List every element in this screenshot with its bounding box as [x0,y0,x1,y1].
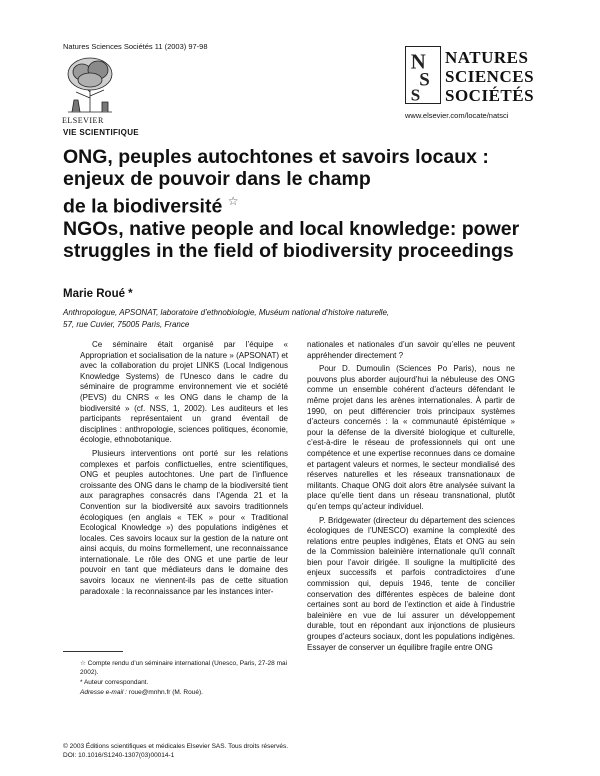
title-fr-line: enjeux de pouvoir dans le champ [63,168,371,190]
title-french [63,146,523,218]
svg-text:S: S [419,69,430,91]
journal-url[interactable]: www.elsevier.com/locate/natsci [405,111,509,120]
footnote-email: Adresse e-mail : roue@mnhn.fr (M. Roué). [80,689,203,696]
title-en-line: NGOs, native people and local knowledge: power [63,218,520,240]
footnote-divider [63,651,123,652]
doi-line[interactable]: DOI: 10.1016/S1240-1307(03)00014-1 [63,752,175,759]
author-affiliation: Anthropologue, APSONAT, laboratoire d’ethnobiologie, Muséum national d’histoire naturelle, 57, rue Cuvier, 75005 Paris, France [63,308,390,329]
body-column-right [307,340,515,656]
nss-monogram-icon [405,46,441,104]
paragraph: P. Bridgewater (directeur du département des sciences écologiques de l’UNESCO) examine la complexité des relations entre peuples indigènes, États et ONG au sein de la Commission baleinière internationale qu’il connaît bien pour l’avoir dirigée. Il souligne la multiplicité des enjeux successifs et parfois contradictoires d’une commission qui, depuis 1946, tente de concilier conservation des différentes espèces de baleine dont certaines sont au bord de l’extinction et aide à l’industrie baleinière en vue de lui assurer un développement durable, tout en répondant aux injonctions de plusieurs groupes d’acteurs sociaux, dont les populations indigènes. Essayer de conserver un équilibre fragile entre ONG [307,515,515,652]
title-en-line: struggles in the field of biodiversity proceedings [63,240,514,262]
author-name: Marie Roué * [63,288,133,300]
title-fr-line: de la biodiversité ☆ [63,194,239,218]
footnote-seminar: ☆ Compte rendu d’un séminaire international (Unesco, Paris, 27-28 mai 2002). [80,660,288,676]
body-column-left [80,340,288,600]
svg-text:N: N [410,50,426,74]
publication-info [63,742,288,760]
svg-text:S: S [410,85,421,104]
title-fr-line: ONG, peuples autochtones et savoirs locaux : [63,146,489,168]
paragraph: Plusieurs interventions ont porté sur les relations complexes et parfois conflictuelles, entre scientifiques, ONG et peuples autochtones. Une part de l’influence croissante des ONG dans le champ de la biodiversité tient aux paragraphes consacrés dans l’Agenda 21 et la Convention sur la biodiversité aux savoirs traditionnels écologiques (en anglais « TEK » pour « Traditional Ecological Knowledge ») des populations indigènes et locales. Ces savoirs locaux sur la gestion de la nature ont ainsi acquis, du moins formellement, une reconnaissance internationale. Le rôle des ONG et une partie de leur pouvoir en tant que médiateurs dans le domaine des savoirs locaux ne viennent-ils pas de cette situation paradoxale : la reconnaissance par les instances inter- [80,448,288,596]
logo-word-natures: NATURES [445,48,529,67]
title-english [63,218,543,262]
footnote-corresponding-author: * Auteur correspondant. [80,679,149,686]
section-label: VIE SCIENTIFIQUE [63,128,139,137]
copyright-line: © 2003 Éditions scientifiques et médicales Elsevier SAS. Tous droits réservés. [63,743,289,750]
footnotes [80,659,290,698]
journal-logo [405,46,555,106]
paragraph: Ce séminaire était organisé par l’équipe « Appropriation et socialisation de la nature » (APSONAT) et avec la collaboration du projet LINKS (Local Indigenous Knowledge Systems) de l’Unesco dans le cadre du séminaire de programme environnement vie et société (PEVS) du CNRS « les ONG dans le champ de la biodiversité » (cf. NSS, 1, 2002). Les auditeurs et les participants représentaient un grand éventail de disciplines : anthropologie, sciences politiques, économie, écologie, ethnobotanique. [80,340,288,445]
elsevier-tree-logo [62,54,118,114]
paragraph: nationales et nationales d’un savoir qu’elles ne peuvent appréhender directement ? [307,340,515,360]
journal-reference: Natures Sciences Sociétés 11 (2003) 97-98 [63,42,208,51]
logo-word-sciences: SCIENCES [445,67,535,86]
publisher-name: ELSEVIER [62,116,104,125]
paragraph: Pour D. Dumoulin (Sciences Po Paris), nous ne pouvons plus aborder aujourd’hui la nébuleuse des ONG comme un ensemble cohérent d’acteurs défendant le même projet dans les arènes internationales. À partir de 1990, on peut différencier trois principaux systèmes d’acteurs concernés : la « communauté épistémique » pour la défense de la diversité biologique et culturelle, c’est-à-dire le réseau de professionnels qui ont une compétence et une expertise reconnues dans ce domaine et partagent valeurs et normes, le secteur mondialisé des réserves naturelles et les réseaux transnationaux de militants. Chaque ONG doit alors être analysée suivant la place qu’elle tient dans un réseau transnational, plutôt qu’en temps qu’acteur individuel. [307,364,515,511]
email-link[interactable]: roue@mnhn.fr (M. Roué). [128,689,203,696]
logo-word-societes: SOCIÉTÉS [445,86,535,105]
star-footnote-marker[interactable]: ☆ [227,194,239,208]
